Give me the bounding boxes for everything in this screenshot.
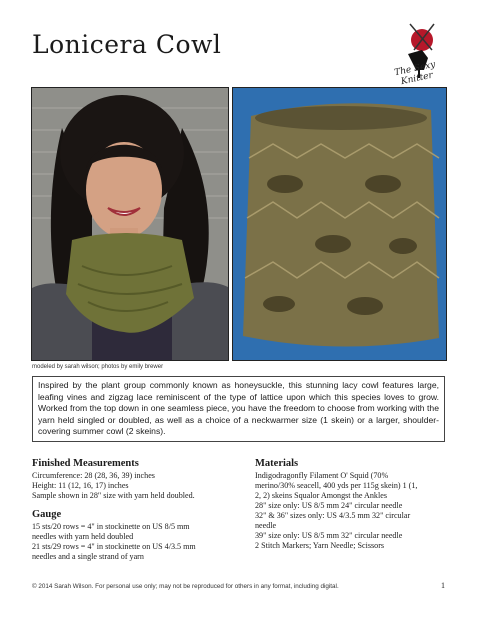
right-column: [255, 458, 455, 551]
materials-line: 2 Stitch Markers; Yarn Needle; Scissors: [255, 541, 385, 550]
materials-heading: Materials: [255, 458, 299, 469]
left-column: [32, 458, 242, 562]
materials-line: needle: [255, 521, 277, 530]
gauge-heading: Gauge: [32, 509, 62, 520]
materials-line: 39" size only: US 8/5 mm 32" circular needle: [255, 531, 403, 540]
intro-paragraph: Inspired by the plant group commonly known as honeysuckle, this stunning lacy cowl features large, leafing vines and zigzag lace reminiscent of the type of lattice upon which this species loves to grow. Worked from the top down in one seamless piece, you have the freedom to choose from working with the yarn held singled or doubled, as well as a choice of a neckwarmer size (1 skein) or a larger, shoulder-covering summer cowl (2 skeins).: [32, 376, 445, 442]
materials-line: 2, 2) skeins Squalor Amongst the Ankles: [255, 491, 387, 500]
finished-line: Height: 11 (12, 16, 17) inches: [32, 481, 129, 490]
page-title: Lonicera Cowl: [32, 30, 222, 59]
cowl-photo: [232, 87, 447, 361]
logo-text: The Sexy Knitter: [393, 59, 437, 88]
finished-measurements-heading: Finished Measurements: [32, 458, 139, 469]
materials-line: Indigodragonfly Filament O' Squid (70%: [255, 471, 389, 480]
gauge-line: 15 sts/20 rows = 4" in stockinette on US 8/5 mm: [32, 522, 190, 531]
model-photo: [31, 87, 229, 361]
copyright-footer: © 2014 Sarah Wilson. For personal use only; may not be reproduced for others in any format, including digital.: [32, 583, 339, 590]
photo-caption: modeled by sarah wilson; photos by emily brewer: [32, 364, 164, 370]
materials-line: 28" size only: US 8/5 mm 24" circular needle: [255, 501, 403, 510]
materials-line: merino/30% seacell, 400 yds per 115g skein) 1 (1,: [255, 481, 418, 490]
materials-line: 32" & 36" sizes only: US 4/3.5 mm 32" circular: [255, 511, 411, 520]
page-number: 1: [441, 581, 445, 590]
gauge-line: needles with yarn held doubled: [32, 532, 134, 541]
gauge-line: 21 sts/29 rows = 4" in stockinette on US 4/3.5 mm: [32, 542, 196, 551]
gauge-line: needles and a single strand of yarn: [32, 552, 144, 561]
finished-line: Sample shown in 28" size with yarn held doubled.: [32, 491, 195, 500]
finished-line: Circumference: 28 (28, 36, 39) inches: [32, 471, 155, 480]
